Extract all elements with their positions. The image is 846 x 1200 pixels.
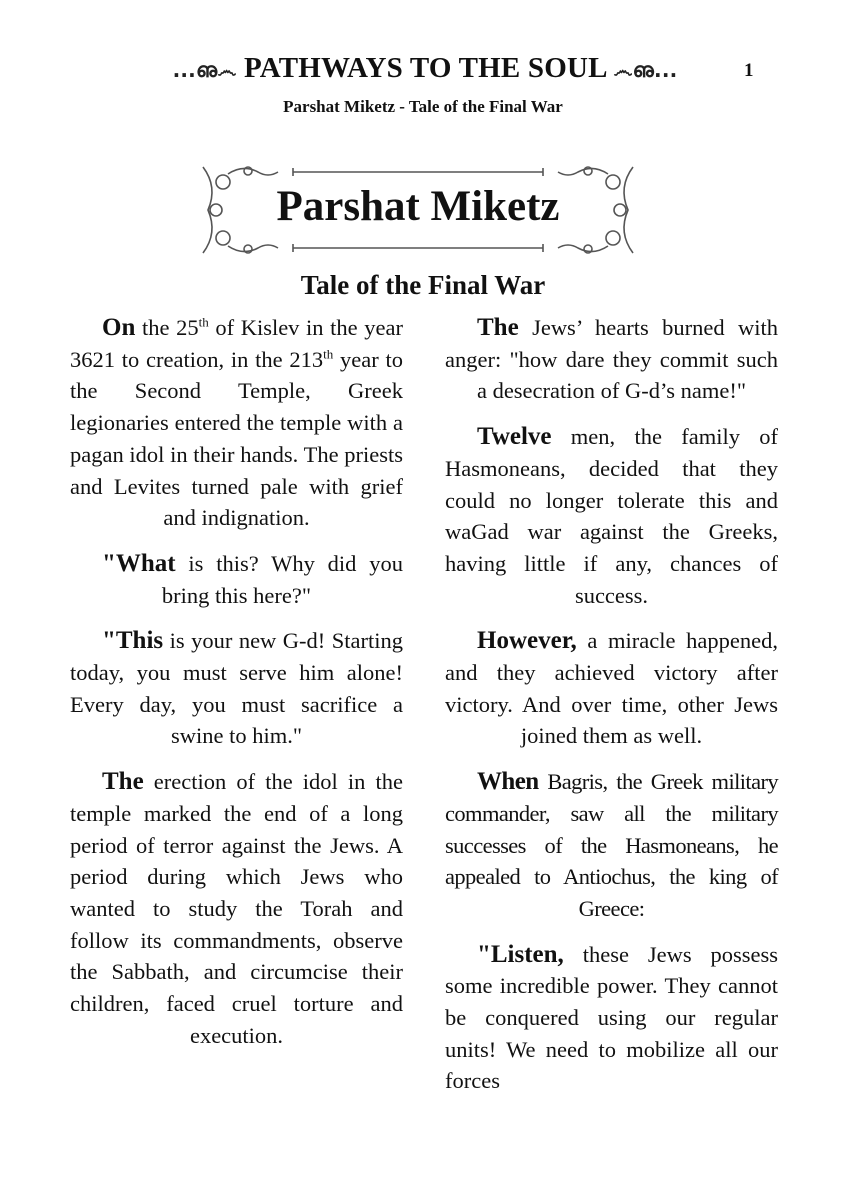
- text: is this? Why did you bring this here?": [161, 550, 403, 608]
- paragraph: [445, 312, 778, 407]
- article-subtitle: Tale of the Final War: [300, 270, 546, 300]
- lead-word: The: [477, 314, 519, 341]
- paragraph: [445, 766, 778, 925]
- ornament-right-icon: ෴ഌ...: [613, 58, 678, 82]
- page-number: 1: [744, 60, 754, 81]
- superscript: th: [198, 314, 209, 330]
- text: these Jews possess some incredible power. They cannot be conquered using our regular units! We need to mobilize all our forces: [445, 941, 778, 1094]
- text: the 25: [135, 315, 199, 340]
- lead-word: The: [102, 768, 144, 796]
- publication-title: [110, 52, 740, 85]
- running-subtitle: Parshat Miketz - Tale of the Final War: [283, 97, 563, 116]
- paragraph: [70, 766, 403, 1051]
- lead-word: "This: [102, 627, 164, 655]
- title-frame: [198, 162, 638, 258]
- text: Jews’ hearts burned with anger: "how dare they commit such a desecration of G-d’s name!": [445, 315, 778, 404]
- text: of Kislev in the year 3621 to creation, in the 213: [70, 315, 403, 372]
- lead-word: "What: [102, 549, 176, 577]
- paragraph: [445, 939, 778, 1098]
- paragraph: [445, 421, 778, 611]
- page-title: Parshat Miketz: [276, 183, 560, 230]
- text: a miracle happened, and they achieved victory after victory. And over time, other Jews joined them as well.: [445, 628, 778, 749]
- lead-word: Twelve: [477, 423, 552, 451]
- paragraph: [70, 548, 403, 611]
- superscript: th: [323, 346, 334, 362]
- text: year to the Second Temple, Greek legionaries entered the temple with a pagan idol in their hands. The priests and Levites turned pale with grief and indignation.: [70, 346, 404, 531]
- text: erection of the idol in the temple marked the end of a long period of terror against the Jews. A period during which Jews who wanted to study the Torah and follow its commandments, observe the Sabbath, and circumcise their children, faced cruel torture and execution.: [70, 769, 403, 1048]
- lead-word: However,: [477, 627, 577, 655]
- lead-word: On: [102, 314, 136, 341]
- publication-title-text: PATHWAYS TO THE SOUL: [243, 52, 607, 84]
- text: is your new G-d! Starting today, you must serve him alone! Every day, you must sacrifice a swine to him.": [70, 628, 403, 749]
- ornament-left-icon: ...ഌ෴: [172, 58, 237, 82]
- left-column: [70, 312, 403, 1065]
- text: Bagris, the Greek military commander, saw all the military successes of the Hasmoneans, he appealed to Antiochus, the king of Greece:: [445, 769, 778, 921]
- paragraph: [445, 625, 778, 752]
- right-column: [445, 312, 778, 1111]
- lead-word: "Listen,: [477, 940, 564, 968]
- paragraph: [70, 625, 403, 752]
- lead-word: When: [477, 768, 539, 796]
- paragraph: [70, 312, 403, 534]
- text: men, the family of Hasmoneans, decided that they could no longer tolerate this and waGad war against the Greeks, having little if any, chances of success.: [445, 424, 778, 608]
